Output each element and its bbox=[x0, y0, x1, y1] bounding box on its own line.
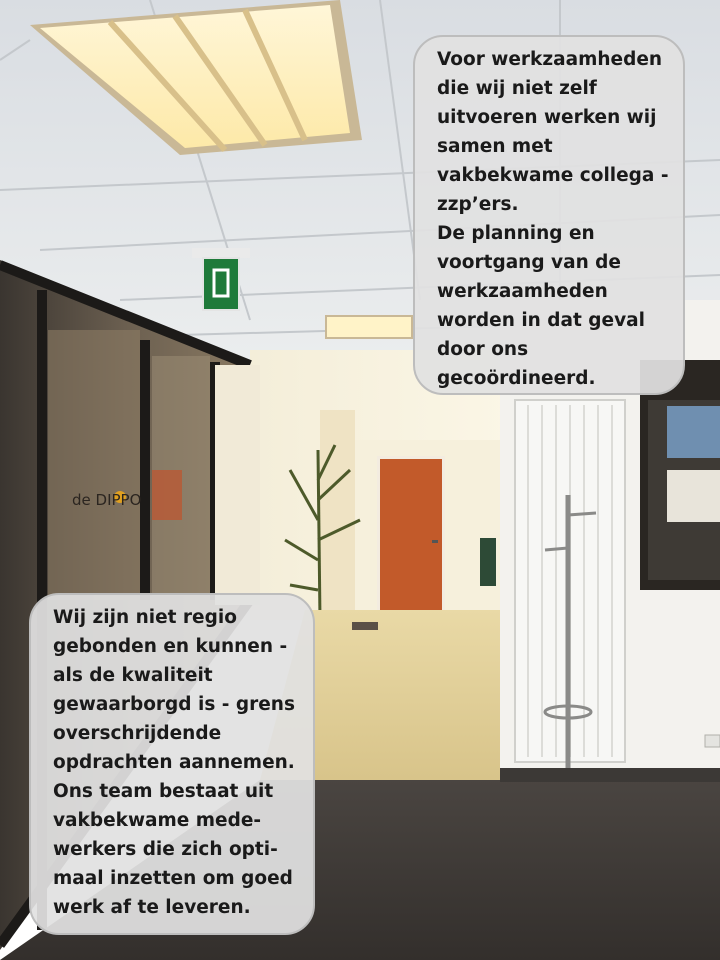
bubble-text-line: gebonden en kunnen - bbox=[53, 636, 288, 657]
bubble-text-line: werkzaamheden bbox=[437, 281, 608, 302]
bubble-text-line: voortgang van de bbox=[437, 252, 621, 273]
bubble-text-line: werkers die zich opti- bbox=[53, 839, 278, 860]
bubble-text-line: Voor werkzaamheden bbox=[437, 49, 663, 70]
bubble-text-line: Wij zijn niet regio bbox=[53, 607, 237, 628]
bubble-text-line: opdrachten aannemen. bbox=[53, 752, 295, 773]
bubble-text-line: samen met bbox=[437, 136, 553, 157]
bubble-text-line: worden in dat geval bbox=[437, 310, 645, 331]
info-bubble-team bbox=[29, 593, 315, 935]
bubble-text-line: werk af te leveren. bbox=[53, 897, 251, 918]
bubble-text-line: De planning en bbox=[437, 223, 595, 244]
hanging-coat bbox=[480, 538, 496, 586]
bubble-text-line: gewaarborgd is - grens bbox=[53, 694, 295, 715]
bubble-text-line: die wij niet zelf bbox=[437, 78, 597, 99]
info-bubble-collaboration bbox=[413, 35, 685, 395]
doormat bbox=[352, 622, 378, 630]
bubble-text-line: Ons team bestaat uit bbox=[53, 781, 274, 802]
bubble-text-line: overschrijdende bbox=[53, 723, 222, 744]
wall-outlet bbox=[705, 735, 720, 747]
bubble-text-line: uitvoeren werken wij bbox=[437, 107, 657, 128]
far-door bbox=[377, 456, 445, 612]
bubble-text-line: maal inzetten om goed bbox=[53, 868, 293, 889]
ceiling-lamp-far bbox=[326, 316, 412, 338]
bubble-text-line: gecoördineerd. bbox=[437, 368, 596, 389]
bubble-text-line: vakbekwame mede- bbox=[53, 810, 262, 831]
entrance-pillar bbox=[215, 365, 260, 605]
bubble-text-line: als de kwaliteit bbox=[53, 665, 213, 686]
bubble-text-line: door ons bbox=[437, 339, 529, 360]
bubble-text-line: vakbekwame collega - bbox=[437, 165, 669, 186]
glass-door-lettering: de DIPPO bbox=[72, 491, 142, 509]
skirting-board bbox=[500, 768, 720, 782]
bubble-text-line: zzp’ers. bbox=[437, 194, 519, 215]
